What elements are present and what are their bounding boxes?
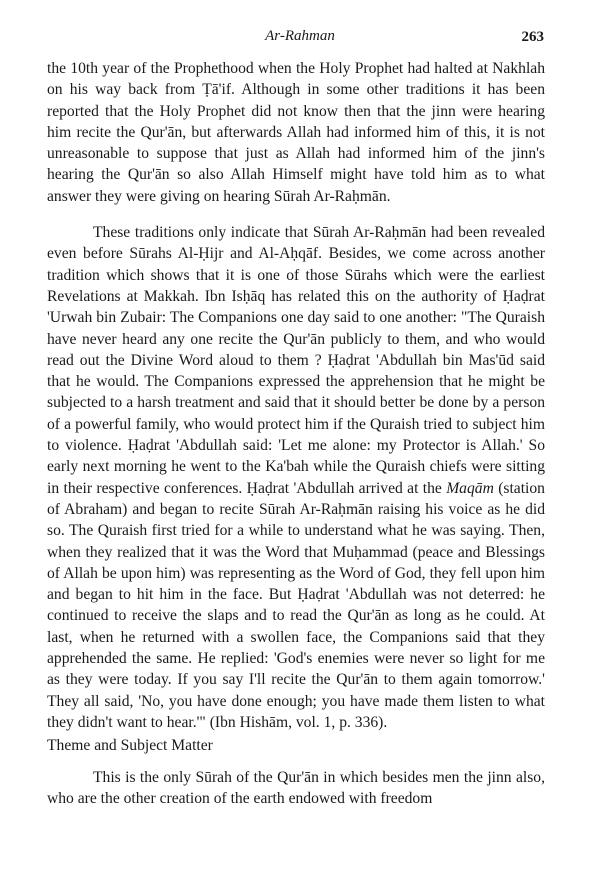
page-number: 263 bbox=[521, 29, 544, 45]
italic-term: Maqām bbox=[446, 479, 494, 497]
page-body bbox=[47, 58, 545, 809]
paragraph-traditions bbox=[47, 222, 545, 733]
paragraph-text: These traditions only indicate that Sūrah Ar-Raḥmān had been revealed even before Sūrahs Al-Ḥijr and Al-Aḥqāf. Besides, we come across another tradition which shows that it is one of those Sūrahs which were the earliest Revelations at Makkah. Ibn Isḥāq has related this on the authority of Ḥaḍrat 'Urwah bin Zubair: The Companions one day said to one another: "The Quraish have never heard any one recite the Qur'ān publicly to them, and who would read out the Divine Word aloud to them ? Ḥaḍrat 'Abdullah bin Mas'ūd said that he would. The Companions expressed the apprehension that he might be subjected to a harsh treatment and said that it should better be done by a person of a powerful family, who would protect him if the Quraish tried to subject him to violence. Ḥaḍrat 'Abdullah said: 'Let me alone: my Protector is Allah.' So early next morning he went to the Ka'bah while the Quraish chiefs were sitting in their respective conferences. Ḥaḍrat 'Abdullah arrived at the bbox=[47, 224, 545, 497]
paragraph-theme: This is the only Sūrah of the Qur'ān in which besides men the jinn also, who are the other creation of the earth endowed with freedom bbox=[47, 768, 545, 807]
running-title: Ar-Rahman bbox=[265, 28, 335, 44]
paragraph-text: (station of Abraham) and began to recite Sūrah Ar-Raḥmān raising his voice as he did so. The Quraish first tried for a while to understand what he was saying. Then, when they realized that it was the Word that Muḥammad (peace and Blessings of Allah be upon him) was representing as the Word of God, they fell upon him and began to hit him in the face. But Ḥaḍrat 'Abdullah was not deterred: he continued to receive the slaps and to read the Qur'ān as long as he could. At last, when he returned with a swollen face, the Companions said that they apprehended the same. He replied: 'God's enemies were never so light for me as they were today. If you say I'll recite the Qur'ān to them again tomorrow.' They all said, 'No, you have done enough; you have made them listen to what they didn't want to hear.'" (Ibn Hishām, vol. 1, p. 336). bbox=[47, 479, 545, 731]
page-header bbox=[0, 26, 600, 50]
paragraph-continuation: the 10th year of the Prophethood when the Holy Prophet had halted at Nakhlah on his way back from Ṭā'if. Although in some other traditions it has been reported that the Holy Prophet did not know then that the jinn were hearing him recite the Qur'ān, but afterwards Allah had informed him of this, it is not unreasonable to suppose that just as Allah had informed him of the jinn's hearing the Qur'ān so also Allah Himself might have told him as to what answer they were giving on hearing Sūrah Ar-Raḥmān. bbox=[47, 60, 545, 205]
section-heading: Theme and Subject Matter bbox=[47, 737, 213, 755]
